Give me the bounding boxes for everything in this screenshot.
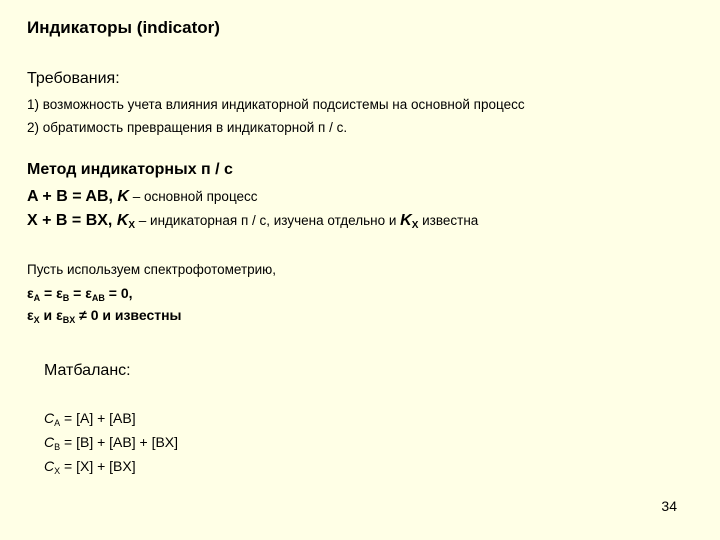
requirement-item-2: 2) обратимость превращения в индикаторной п / с. bbox=[27, 120, 348, 135]
equation-main bbox=[27, 188, 258, 206]
equation-main-formula: A + B = AB, bbox=[27, 188, 118, 205]
equation-indicator-k2-sub: X bbox=[411, 220, 419, 231]
equation-indicator-k: K bbox=[116, 212, 129, 229]
epsilon-line-2: $\varepsilon_X$ и $\varepsilon_{BX} \ne 0$ и известны bbox=[27, 307, 182, 325]
equation-indicator-k-sub: X bbox=[128, 220, 136, 231]
equation-main-k: K bbox=[117, 188, 129, 205]
balance-line-a: $C_A = [A] + [AB]$ bbox=[44, 410, 136, 428]
equation-indicator bbox=[27, 212, 478, 231]
slide-title: Индикаторы (indicator) bbox=[27, 18, 220, 37]
epsilon-line-1: $\varepsilon_A = \varepsilon_B = \varepsilon_{AB} = 0$, bbox=[27, 285, 133, 303]
spectro-note: Пусть используем спектрофотометрию, bbox=[27, 262, 277, 277]
method-title: Метод индикаторных п / с bbox=[27, 161, 233, 178]
equation-main-desc: – основной процесс bbox=[128, 189, 258, 204]
requirements-label: Требования: bbox=[27, 70, 120, 87]
equation-indicator-desc: – индикаторная п / с, изучена отдельно и bbox=[135, 213, 401, 228]
equation-indicator-desc2: известна bbox=[418, 213, 479, 228]
balance-label: Матбаланс: bbox=[44, 362, 131, 379]
balance-line-x: $C_X = [X] + [BX]$ bbox=[44, 458, 136, 476]
equation-indicator-k2: K bbox=[400, 212, 412, 229]
balance-line-b: $C_B = [B] + [AB] + [BX]$ bbox=[44, 434, 179, 452]
page-number: 34 bbox=[661, 498, 677, 514]
requirement-item-1: 1) возможность учета влияния индикаторной подсистемы на основной процесс bbox=[27, 97, 525, 112]
equation-indicator-formula: X + B = BX, bbox=[27, 212, 117, 229]
epsilon-symbol: ε bbox=[27, 285, 34, 301]
